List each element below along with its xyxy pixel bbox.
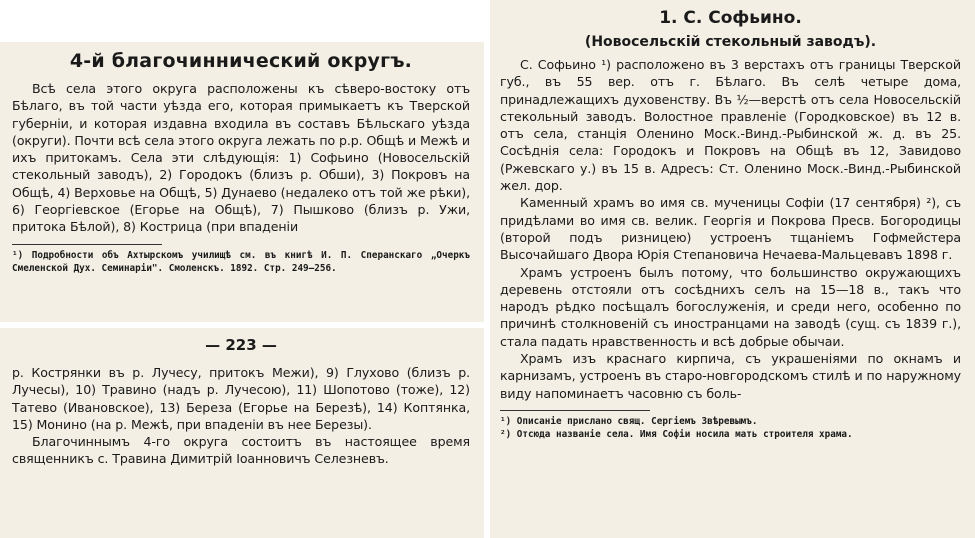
continuation-paragraph: р. Кострянки въ р. Лучесу, притокъ Межи), 9) Глухово (близъ р. Лучесы), 10) Травино (надъ р. Лучесою), 11) Шопотово (тоже), 12) Татево (Ивановское), 13) Береза (Егорье на Березѣ), 14) Коптянка, 15) Монино (на р. Межѣ, при впаденіи въ нее Березы). [12, 365, 470, 432]
intro-paragraph: Всѣ села этого округа расположены къ сѣверо-востоку отъ Бѣлаго, въ той части уѣзда его, которая примыкаетъ къ Тверской губерніи, и которая издавна входила въ составъ Бѣльскаго уѣзда (округи). Почти всѣ села этого округа лежать по р.р. Общѣ и Межѣ и ихъ притокамъ. Села эти слѣдующія: 1) Софьино (Новосельскій стекольный заводъ), 2) Городокъ (близъ р. Обши), 3) Покровъ на Общѣ, 4) Верховье на Общѣ, 5) Дунаево (недалеко отъ той же рѣки), 6) Георгіевское (Егорье на Общѣ), 7) Пышково (близъ р. Ужи, притока Бѣлой), 8) Кострица (при впаденіи [12, 81, 470, 235]
village-title: 1. С. Софьино. [659, 8, 802, 28]
architecture-paragraph: Храмъ изъ краснаго кирпича, съ украшеніями по окнамъ и карнизамъ, устроенъ въ старо-новгородскомъ стилѣ и по наружному виду напоминаетъ часовню съ боль- [500, 351, 961, 401]
footnote-divider [500, 410, 650, 411]
footnote-divider [12, 244, 162, 245]
footnote-2: ²) Отсюда названіе села. Имя Софіи носила мать строителя храма. [500, 428, 853, 440]
footnote-1: ¹) Описаніе прислано свящ. Сергіемъ Звѣревымъ. [500, 415, 758, 427]
history-paragraph: Храмъ устроенъ былъ потому, что большинство окружающихъ деревень отстояли отъ сосѣднихъ селъ на 15—18 в., такъ что народъ рѣдко посѣщалъ богослуженія, и среди него, особенно по причинѣ столкновеній съ иностранцами на заводѣ (сущ. съ 1839 г.), стала падать нравственность и всѣ добрые обычаи. [500, 264, 961, 349]
left-top-column [0, 42, 484, 322]
left-bottom-column [0, 328, 484, 538]
village-subtitle: (Новосельскій стекольный заводъ). [584, 34, 877, 50]
right-column [490, 0, 975, 538]
dean-paragraph: Благочиннымъ 4-го округа состоитъ въ настоящее время священникъ с. Травина Димитрій Іоанновичъ Селезневъ. [12, 434, 470, 467]
page-number: — 223 — [205, 336, 277, 354]
location-paragraph: С. Софьино ¹) расположено въ 3 верстахъ отъ границы Тверской губ., въ 55 вер. отъ г. Бѣлаго. Въ селѣ четыре дома, принадлежащихъ духовенству. Въ ½—верстѣ отъ села Новосельскій стекольный заводъ. Волостное правленіе (Городковское) въ 12 в. отъ села, станція Оленино Моск.-Винд.-Рыбинской ж. д. въ 25. Сосѣднія села: Городокъ и Покровъ на Общѣ въ 12, Завидово (Ржевскаго у.) въ 15 в. Адресъ: Ст. Оленино Моск.-Винд.-Рыбинской жел. дор. [500, 57, 961, 194]
footnote: ¹) Подробности объ Ахтырскомъ училищѣ см. въ книгѣ И. П. Сперанскаго „Очеркъ Смеленской Дух. Семинаріи". Смоленскъ. 1892. Стр. 249—256. [12, 249, 470, 274]
church-paragraph: Каменный храмъ во имя св. мученицы Софіи (17 сентября) ²), съ придѣлами во имя св. велик. Георгія и Покрова Пресв. Богородицы (второй подъ ризницею) устроенъ тщаніемъ Гофмейстера Высочайшаго Двора Юрія Степановича Нечаева-Мальцевавъ 1898 г. [500, 195, 961, 263]
section-heading: 4-й благочиннический округъ. [69, 50, 413, 72]
